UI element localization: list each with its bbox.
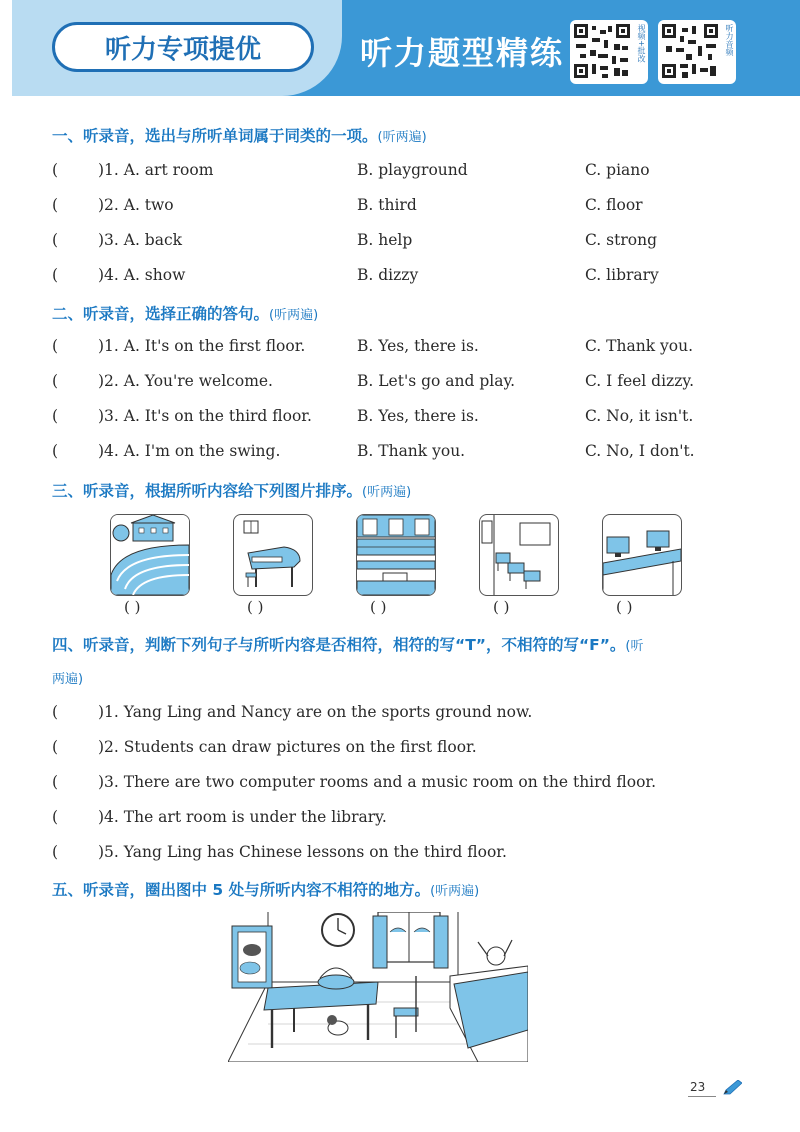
option-a: )4. A. show xyxy=(98,266,186,284)
qr-code-icon xyxy=(574,24,632,80)
page-header xyxy=(12,0,800,96)
section1-title xyxy=(52,124,427,146)
answer-blank[interactable]: ( xyxy=(52,337,59,355)
section-title-text: 二、听录音，选择正确的答句。 xyxy=(52,305,270,323)
answer-blank[interactable]: ( xyxy=(52,773,59,791)
answer-blank[interactable]: ( xyxy=(52,407,59,425)
section-note: 两遍) xyxy=(52,672,84,687)
pencil-icon xyxy=(722,1080,742,1096)
section-note: (听两遍) xyxy=(269,308,319,323)
picture-classroom xyxy=(479,514,559,596)
picture-answer-blank[interactable]: ( ) xyxy=(616,598,633,616)
option-c: C. strong xyxy=(585,231,657,249)
option-a: )1. A. art room xyxy=(98,161,214,179)
qr-label: 视频+批改 xyxy=(637,24,646,63)
option-c: C. No, it isn't. xyxy=(585,407,694,425)
option-c: C. Thank you. xyxy=(585,337,694,355)
answer-blank[interactable]: ( xyxy=(52,808,59,826)
option-b: B. playground xyxy=(357,161,468,179)
answer-blank[interactable]: ( xyxy=(52,161,59,179)
option-b: B. Yes, there is. xyxy=(357,407,479,425)
section-title-text: 五、听录音，圈出图中 5 处与所听内容不相符的地方。 xyxy=(52,881,431,899)
section-title-text: 三、听录音，根据所听内容给下列图片排序。 xyxy=(52,482,363,500)
picture-answer-blank[interactable]: ( ) xyxy=(247,598,264,616)
picture-music-room xyxy=(233,514,313,596)
answer-blank[interactable]: ( xyxy=(52,703,59,721)
option-a: )1. A. It's on the first floor. xyxy=(98,337,306,355)
section4-title-cont xyxy=(52,668,83,687)
section-title-text: 四、听录音，判断下列句子与所听内容是否相符，相符的写“T”，不相符的写“F”。 xyxy=(52,636,626,654)
section4-title xyxy=(52,633,752,655)
statement-text: )1. Yang Ling and Nancy are on the sports ground now. xyxy=(98,703,533,721)
option-c: C. library xyxy=(585,266,659,284)
option-c: C. I feel dizzy. xyxy=(585,372,695,390)
qr-code-audio[interactable] xyxy=(658,20,736,84)
qr-code-icon xyxy=(662,24,720,80)
section-note: (听 xyxy=(625,639,644,654)
section3-title xyxy=(52,479,411,501)
option-a: )3. A. back xyxy=(98,231,183,249)
answer-blank[interactable]: ( xyxy=(52,196,59,214)
option-a: )2. A. You're welcome. xyxy=(98,372,273,390)
section-note: (听两遍) xyxy=(362,485,412,500)
option-c: C. piano xyxy=(585,161,650,179)
answer-blank[interactable]: ( xyxy=(52,738,59,756)
answer-blank[interactable]: ( xyxy=(52,266,59,284)
answer-blank[interactable]: ( xyxy=(52,442,59,460)
qr-label: 听力音频 xyxy=(725,24,734,56)
option-c: C. floor xyxy=(585,196,643,214)
answer-blank[interactable]: ( xyxy=(52,843,59,861)
header-badge-area xyxy=(12,0,342,96)
section-title-text: 一、听录音，选出与所听单词属于同类的一项。 xyxy=(52,127,378,145)
statement-text: )4. The art room is under the library. xyxy=(98,808,387,826)
picture-library xyxy=(356,514,436,596)
picture-answer-blank[interactable]: ( ) xyxy=(370,598,387,616)
option-b: B. Thank you. xyxy=(357,442,466,460)
option-b: B. help xyxy=(357,231,413,249)
header-title: 听力题型精练 xyxy=(360,34,565,72)
option-a: )4. A. I'm on the swing. xyxy=(98,442,281,460)
option-b: B. Let's go and play. xyxy=(357,372,516,390)
answer-blank[interactable]: ( xyxy=(52,231,59,249)
picture-playground xyxy=(110,514,190,596)
section5-title xyxy=(52,878,479,900)
bedroom-illustration[interactable] xyxy=(228,912,528,1066)
option-b: B. Yes, there is. xyxy=(357,337,479,355)
statement-text: )3. There are two computer rooms and a music room on the third floor. xyxy=(98,773,657,791)
statement-text: )5. Yang Ling has Chinese lessons on the third floor. xyxy=(98,843,507,861)
option-a: )2. A. two xyxy=(98,196,174,214)
option-b: B. third xyxy=(357,196,417,214)
answer-blank[interactable]: ( xyxy=(52,372,59,390)
option-c: C. No, I don't. xyxy=(585,442,695,460)
option-a: )3. A. It's on the third floor. xyxy=(98,407,312,425)
option-b: B. dizzy xyxy=(357,266,419,284)
header-badge: 听力专项提优 xyxy=(52,22,314,72)
section-note: (听两遍) xyxy=(377,130,427,145)
page-number: 23 xyxy=(690,1080,706,1094)
picture-answer-blank[interactable]: ( ) xyxy=(124,598,141,616)
qr-code-video[interactable] xyxy=(570,20,648,84)
picture-computer-room xyxy=(602,514,682,596)
statement-text: )2. Students can draw pictures on the first floor. xyxy=(98,738,477,756)
picture-answer-blank[interactable]: ( ) xyxy=(493,598,510,616)
page-number-underline xyxy=(688,1096,716,1097)
section-note: (听两遍) xyxy=(430,884,480,899)
section2-title xyxy=(52,302,318,324)
